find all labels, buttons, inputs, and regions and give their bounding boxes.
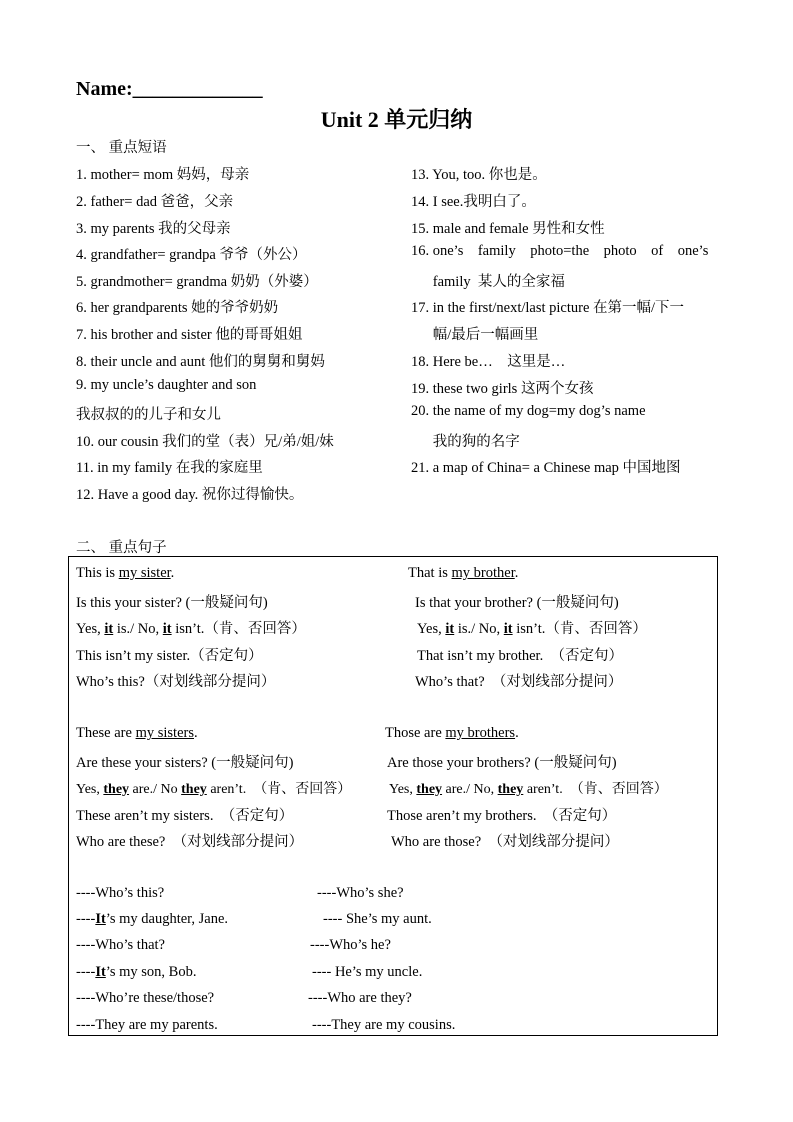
sentence-line: These aren’t my sisters. （否定句）	[76, 808, 294, 824]
section-heading-sentences: 二、 重点句子	[76, 540, 167, 556]
phrase-item: 9. my uncle’s daughter and son	[76, 377, 257, 393]
phrase-item: 5. grandmother= grandma 奶奶（外婆）	[76, 274, 318, 290]
dialogue-line: ----They are my parents.	[76, 1017, 218, 1033]
sentence-line: Yes, it is./ No, it isn’t.（肯、否回答）	[417, 621, 647, 637]
sentence-line: This isn’t my sister.（否定句）	[76, 648, 263, 664]
phrase-item: 1. mother= mom 妈妈，母亲	[76, 167, 250, 183]
sentence-line: Who’s that? （对划线部分提问）	[415, 674, 623, 690]
sentence-line: That is my brother.	[408, 565, 519, 581]
phrase-item: 3. my parents 我的父母亲	[76, 221, 231, 237]
dialogue-line: ----Who’s he?	[310, 937, 391, 953]
dialogue-line: ----They are my cousins.	[312, 1017, 456, 1033]
sentence-line: Is this your sister? (一般疑问句)	[76, 595, 268, 611]
phrase-item: 20. the name of my dog=my dog’s name	[411, 403, 646, 419]
sentence-line: This is my sister.	[76, 565, 175, 581]
sentence-line: Those aren’t my brothers. （否定句）	[387, 808, 617, 824]
phrase-item: 18. Here be… 这里是…	[411, 354, 566, 370]
sentence-line: Who are these? （对划线部分提问）	[76, 834, 304, 850]
phrase-item: 17. in the first/next/last picture 在第一幅/下一	[411, 300, 685, 316]
sentence-line: Those are my brothers.	[385, 725, 519, 741]
sentence-line: Is that your brother? (一般疑问句)	[415, 595, 619, 611]
phrase-item: 我叔叔的的儿子和女儿	[76, 407, 221, 423]
sentence-line: Yes, they are./ No, they aren’t. （肯、否回答）	[389, 782, 668, 797]
dialogue-line: ----Who’s she?	[317, 885, 404, 901]
sentence-line: That isn’t my brother. （否定句）	[417, 648, 623, 664]
dialogue-line: ----Who’s this?	[76, 885, 165, 901]
phrase-item: 14. I see.我明白了。	[411, 194, 536, 210]
phrase-item: 我的狗的名字	[411, 434, 520, 450]
sentence-line: Yes, they are./ No they aren’t. （肯、否回答）	[76, 782, 352, 797]
phrase-item: 2. father= dad 爸爸，父亲	[76, 194, 234, 210]
name-field-label: Name:_____________	[76, 78, 263, 100]
phrase-item: 4. grandfather= grandpa 爷爷（外公）	[76, 247, 307, 263]
sentence-line: Are these your sisters? (一般疑问句)	[76, 755, 294, 771]
section-heading-phrases: 一、 重点短语	[76, 140, 167, 156]
phrase-item: 13. You, too. 你也是。	[411, 167, 547, 183]
sentence-line: Who’s this?（对划线部分提问）	[76, 674, 276, 690]
dialogue-line: ----It’s my son, Bob.	[76, 964, 197, 980]
sentence-line: Who are those? （对划线部分提问）	[391, 834, 619, 850]
sentence-line: Yes, it is./ No, it isn’t.（肯、否回答）	[76, 621, 306, 637]
phrase-item: 幅/最后一幅画里	[411, 327, 539, 343]
phrase-item: 8. their uncle and aunt 他们的舅舅和舅妈	[76, 354, 325, 370]
phrase-item: 12. Have a good day. 祝你过得愉快。	[76, 487, 304, 503]
phrase-item: 10. our cousin 我们的堂（表）兄/弟/姐/妹	[76, 434, 334, 450]
phrase-item: 7. his brother and sister 他的哥哥姐姐	[76, 327, 303, 343]
dialogue-line: ---- She’s my aunt.	[323, 911, 432, 927]
dialogue-line: ---- He’s my uncle.	[312, 964, 423, 980]
dialogue-line: ----Who’re these/those?	[76, 990, 215, 1006]
phrase-item: 19. these two girls 这两个女孩	[411, 381, 594, 397]
dialogue-line: ----Who’s that?	[76, 937, 165, 953]
page-title: Unit 2 单元归纳	[320, 107, 473, 132]
phrase-item: family 某人的全家福	[411, 274, 565, 290]
dialogue-line: ----Who are they?	[308, 990, 412, 1006]
dialogue-line: ----It’s my daughter, Jane.	[76, 911, 229, 927]
phrase-item: 6. her grandparents 她的爷爷奶奶	[76, 300, 279, 316]
sentence-line: These are my sisters.	[76, 725, 198, 741]
sentence-line: Are those your brothers? (一般疑问句)	[387, 755, 617, 771]
phrase-item: 15. male and female 男性和女性	[411, 221, 605, 237]
phrase-item: 16. one’s family photo=the photo of one’s	[411, 243, 709, 259]
phrase-item: 11. in my family 在我的家庭里	[76, 460, 263, 476]
phrase-item: 21. a map of China= a Chinese map 中国地图	[411, 460, 681, 476]
